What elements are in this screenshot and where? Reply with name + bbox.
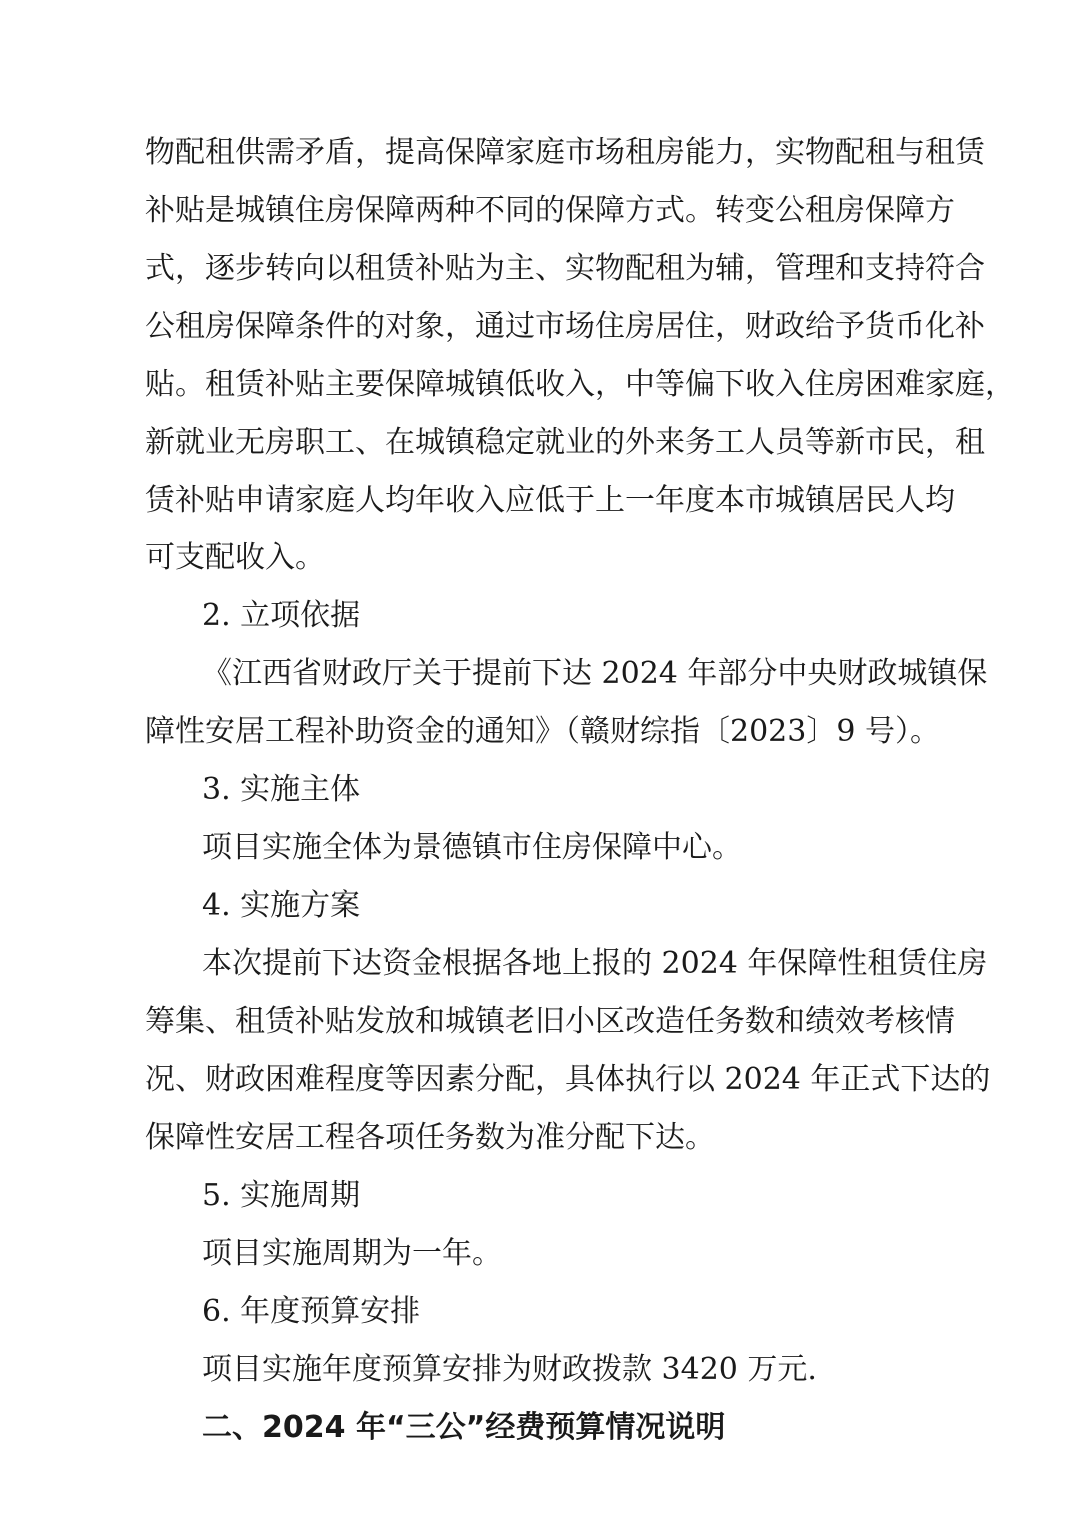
paragraph-line: 公租房保障条件的对象，通过市场住房居住，财政给予货币化补 bbox=[145, 309, 985, 344]
paragraph-line: 补贴是城镇住房保障两种不同的保障方式。转变公租房保障方 bbox=[145, 193, 955, 228]
paragraph-line: 项目实施周期为一年。 bbox=[202, 1236, 502, 1271]
section-title-basis: 2. 立项依据 bbox=[202, 598, 361, 633]
section-title-subject: 3. 实施主体 bbox=[202, 772, 361, 807]
section-title-plan: 4. 实施方案 bbox=[202, 888, 361, 923]
paragraph-line: 式，逐步转向以租赁补贴为主、实物配租为辅，管理和支持符合 bbox=[145, 251, 985, 286]
paragraph-line: 《江西省财政厅关于提前下达 2024 年部分中央财政城镇保 bbox=[202, 656, 988, 691]
paragraph-line: 可支配收入。 bbox=[145, 540, 325, 575]
paragraph-line: 本次提前下达资金根据各地上报的 2024 年保障性租赁住房 bbox=[202, 946, 988, 981]
section-title-period: 5. 实施周期 bbox=[202, 1178, 361, 1213]
paragraph-line: 项目实施全体为景德镇市住房保障中心。 bbox=[202, 830, 742, 865]
paragraph-line: 新就业无房职工、在城镇稳定就业的外来务工人员等新市民，租 bbox=[145, 425, 985, 460]
paragraph-line: 保障性安居工程各项任务数为准分配下达。 bbox=[145, 1120, 715, 1155]
paragraph-line: 赁补贴申请家庭人均年收入应低于上一年度本市城镇居民人均 bbox=[145, 483, 955, 518]
paragraph-line: 况、财政困难程度等因素分配，具体执行以 2024 年正式下达的 bbox=[145, 1062, 991, 1097]
paragraph-line: 障性安居工程补助资金的通知》（赣财综指〔2023〕9 号）。 bbox=[145, 714, 940, 749]
section-title-budget: 6. 年度预算安排 bbox=[202, 1294, 421, 1329]
chapter-heading: 二、2024 年“三公”经费预算情况说明 bbox=[202, 1410, 726, 1445]
paragraph-line: 筹集、租赁补贴发放和城镇老旧小区改造任务数和绩效考核情 bbox=[145, 1004, 955, 1039]
paragraph-line: 贴。租赁补贴主要保障城镇低收入，中等偏下收入住房困难家庭， bbox=[145, 367, 1015, 402]
paragraph-line: 物配租供需矛盾，提高保障家庭市场租房能力，实物配租与租赁 bbox=[145, 135, 985, 170]
paragraph-line: 项目实施年度预算安排为财政拨款 3420 万元. bbox=[202, 1352, 817, 1387]
